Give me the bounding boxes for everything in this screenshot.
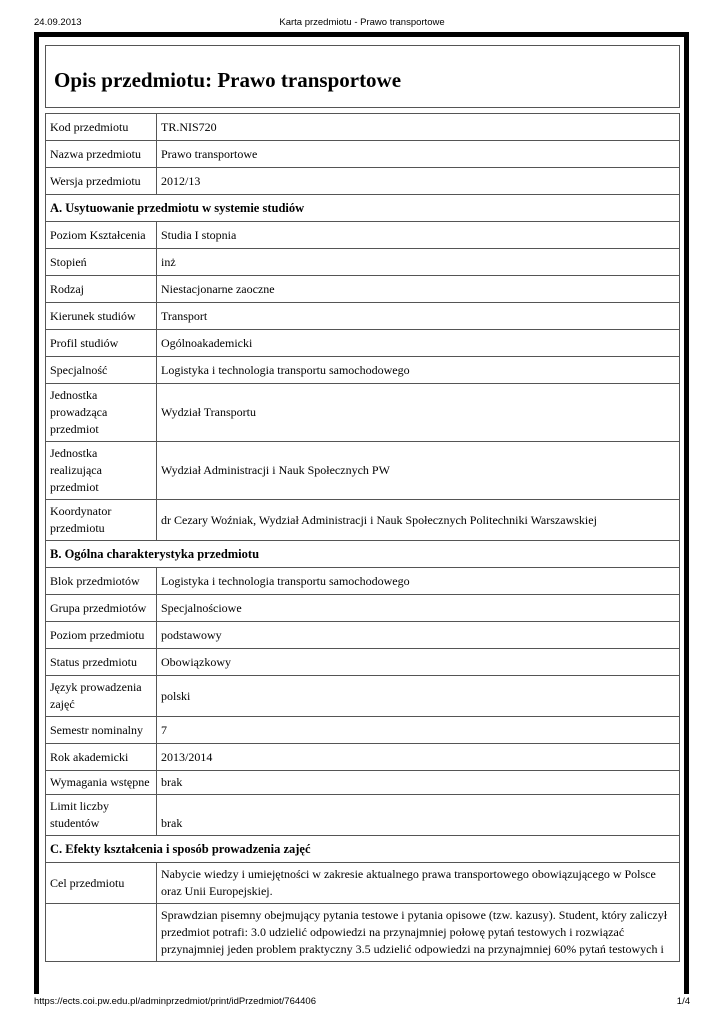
row-value: brak — [157, 795, 680, 836]
row-label — [46, 904, 157, 962]
table-row — [46, 904, 680, 962]
row-label: Grupa przedmiotów — [46, 595, 157, 622]
row-label: Kod przedmiotu — [46, 114, 157, 141]
table-row — [46, 622, 680, 649]
table-row — [46, 676, 680, 717]
section-a-title: A. Usytuowanie przedmiotu w systemie studiów — [46, 195, 680, 222]
row-label: Nazwa przedmiotu — [46, 141, 157, 168]
section-b-title: B. Ogólna charakterystyka przedmiotu — [46, 541, 680, 568]
table-row — [46, 771, 680, 795]
row-value: 7 — [157, 717, 680, 744]
row-value: 2012/13 — [157, 168, 680, 195]
row-label: Status przedmiotu — [46, 649, 157, 676]
page-title: Opis przedmiotu: Prawo transportowe — [45, 45, 680, 108]
row-label: Cel przedmiotu — [46, 863, 157, 904]
table-row — [46, 114, 680, 141]
row-value: TR.NIS720 — [157, 114, 680, 141]
print-url: https://ects.coi.pw.edu.pl/adminprzedmiot/print/idPrzedmiot/764406 — [34, 996, 316, 1007]
print-title: Karta przedmiotu - Prawo transportowe — [279, 17, 445, 28]
row-value: Specjalnościowe — [157, 595, 680, 622]
row-value: Obowiązkowy — [157, 649, 680, 676]
row-value: polski — [157, 676, 680, 717]
print-date: 24.09.2013 — [34, 17, 82, 28]
table-row — [46, 222, 680, 249]
row-label: Jednostka prowadząca przedmiot — [46, 384, 157, 442]
row-label: Wersja przedmiotu — [46, 168, 157, 195]
row-value: Sprawdzian pisemny obejmujący pytania testowe i pytania opisowe (tzw. kazusy). Student, który zaliczył przedmiot potrafi: 3.0 udzielić odpowiedzi na przynajmniej połowę pytań testowych i rozwiązać przynajmniej jeden problem praktyczny 3.5 udzielić odpowiedzi na przynajmniej 60% pytań testowych i — [157, 904, 680, 962]
row-value: podstawowy — [157, 622, 680, 649]
table-row — [46, 330, 680, 357]
print-header — [0, 4, 724, 28]
row-value: dr Cezary Woźniak, Wydział Administracji i Nauk Społecznych Politechniki Warszawskiej — [157, 500, 680, 541]
row-value: Studia I stopnia — [157, 222, 680, 249]
row-label: Rok akademicki — [46, 744, 157, 771]
table-row — [46, 595, 680, 622]
row-label: Poziom Kształcenia — [46, 222, 157, 249]
row-label: Rodzaj — [46, 276, 157, 303]
row-value: Prawo transportowe — [157, 141, 680, 168]
row-label: Poziom przedmiotu — [46, 622, 157, 649]
table-row — [46, 303, 680, 330]
row-label: Koordynator przedmiotu — [46, 500, 157, 541]
row-label: Kierunek studiów — [46, 303, 157, 330]
table-row — [46, 568, 680, 595]
print-footer — [0, 996, 724, 1010]
row-label: Stopień — [46, 249, 157, 276]
table-row — [46, 717, 680, 744]
table-row — [46, 442, 680, 500]
table-row — [46, 795, 680, 836]
row-value: Nabycie wiedzy i umiejętności w zakresie aktualnego prawa transportowego obowiązującego w Polsce oraz Unii Europejskiej. — [157, 863, 680, 904]
row-label: Blok przedmiotów — [46, 568, 157, 595]
row-value: Niestacjonarne zaoczne — [157, 276, 680, 303]
table-row — [46, 357, 680, 384]
row-label: Jednostka realizująca przedmiot — [46, 442, 157, 500]
table-row — [46, 276, 680, 303]
row-label: Język prowadzenia zajęć — [46, 676, 157, 717]
table-row — [46, 249, 680, 276]
row-label: Limit liczby studentów — [46, 795, 157, 836]
table-row — [46, 863, 680, 904]
row-value: Ogólnoakademicki — [157, 330, 680, 357]
section-header — [46, 195, 680, 222]
row-label: Wymagania wstępne — [46, 771, 157, 795]
row-value: 2013/2014 — [157, 744, 680, 771]
row-value: Wydział Administracji i Nauk Społecznych PW — [157, 442, 680, 500]
table-row — [46, 744, 680, 771]
row-value: inż — [157, 249, 680, 276]
row-value: Transport — [157, 303, 680, 330]
row-value: Wydział Transportu — [157, 384, 680, 442]
table-row — [46, 168, 680, 195]
page-number: 1/4 — [676, 996, 690, 1007]
table-row — [46, 141, 680, 168]
section-header — [46, 836, 680, 863]
table-row — [46, 500, 680, 541]
section-header — [46, 541, 680, 568]
row-value: Logistyka i technologia transportu samochodowego — [157, 357, 680, 384]
section-c-title: C. Efekty kształcenia i sposób prowadzenia zajęć — [46, 836, 680, 863]
row-label: Specjalność — [46, 357, 157, 384]
row-value: brak — [157, 771, 680, 795]
table-row — [46, 649, 680, 676]
row-value: Logistyka i technologia transportu samochodowego — [157, 568, 680, 595]
document-frame — [34, 32, 689, 994]
row-label: Semestr nominalny — [46, 717, 157, 744]
row-label: Profil studiów — [46, 330, 157, 357]
course-table — [45, 113, 680, 962]
table-row — [46, 384, 680, 442]
